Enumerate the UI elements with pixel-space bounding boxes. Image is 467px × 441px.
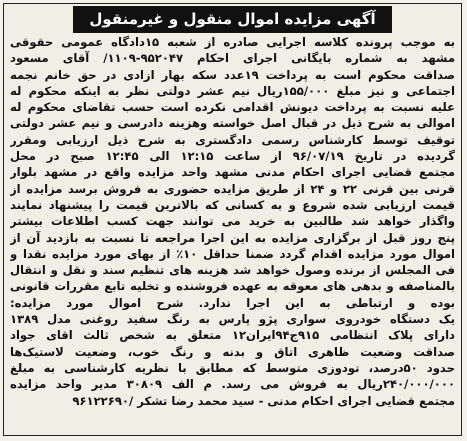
notice-body (4, 34, 461, 409)
notice-line: ۲۴۰/۰۰۰/۰۰۰ریال به فروش می رسد. م الف ۳۰۸۰۹ مدیر واحد مزایده (10, 377, 455, 392)
notice-line: واگذار خواهد شد طالبین به خرید می توانند جهت کسب اطلاعات بیشتر (10, 214, 455, 229)
notice-line: مشهد به شماره بایگانی اجرای احکام ۹۵۲۰۴۷-۱۱۰۹/ آقای مسعود (10, 51, 455, 66)
notice-line: به موجب پرونده کلاسه اجرایی صادره از شعبه ۱۵دادگاه عمومی حقوقی (10, 35, 455, 49)
notice-line: اموال مورد مزایده اقدام گردد ضمنا حداقل ۱۰٪ از بهای مورد مزایده نقدا و (10, 246, 455, 261)
notice-line: توقیف توسط کارشناس رسمی دادگستری به شرح ذیل ارزیابی ومقرر (10, 132, 455, 147)
title-area (4, 4, 461, 34)
notice-line: گردیده در تاریخ ۹۶/۰۷/۱۹ از ساعت ۱۲:۱۵ الی ۱۲:۴۵ صبح در محل (10, 149, 455, 164)
notice-line: صداقت وضعیت ظاهری اتاق و بدنه و رنگ خوب، وضعیت لاستیک‌ها (10, 344, 455, 359)
notice-line: اموالی به شرح ذیل در قبال اصل خواسته وهزینه دادرسی و نیم عشر دولتی (10, 116, 455, 131)
notice-line: مجتمع قضایی اجرای احکام مدنی مشهد واحد مزایده واقع در مشهد بلوار (10, 165, 455, 180)
notice-line: قرنی بین قرنی ۲۲ و ۲۴ از طریق مزایده حضوری به فروش برسد مزایده از (10, 181, 455, 196)
notice-line: فی المجلس از برنده وصول خواهد شد هزینه های تنظیم سند و نقل و انتقال (10, 263, 455, 278)
notice-line: اجتماعی و نیز مبلغ ۱۵۵/۰۰۰ریال نیم عشر دولتی نظر به اینکه محکوم له (10, 83, 455, 98)
notice-line: یک دستگاه خودروی سواری پژو پارس به رنگ سفید روغنی مدل ۱۳۸۹ (10, 312, 455, 327)
notice-line: علیه نسبت به پرداخت دیونش اقدامی نکرده است حسب تقاضای محکوم له (10, 100, 455, 115)
notice-line: قیمت ارزیابی شده شروع و به کسانی که بالاترین قیمت را پیشنهاد نمایند (10, 197, 455, 212)
notice-line: پنج روز قبل از برگزاری مزایده به این اجرا مراجعه تا نسبت به بازدید آن از (10, 230, 455, 245)
notice-line: صداقت محکوم است به پرداخت ۱۹عدد سکه بهار ازادی در حق خانم نجمه (10, 67, 455, 82)
notice-line: بوده و ارتباطی به این اجرا ندارد. شرح اموال مورد مزایده: (10, 295, 455, 310)
notice-title: آگهی مزایده اموال منقول و غیرمنقول (73, 6, 391, 33)
notice-line: مجتمع قضایی اجرای احکام مدنی - سید محمد رضا تشکر /۹۶۱۲۲۶۹۰ (72, 393, 455, 408)
notice-frame (3, 3, 462, 436)
notice-line: بالمناصفه و بدهی های معوقه به عهده فروشنده و تخلیه تابع مقررات قانونی (10, 279, 455, 294)
notice-line: حدود ۵۰درصد، تودوزی متوسط که مطابق با نظریه کارشناسی به مبلغ (10, 360, 455, 375)
notice-line: دارای پلاک انتظامی ۹۱۵ج۹۴ایران۱۲ متعلق به شخص ثالث اقای جواد (10, 328, 455, 343)
